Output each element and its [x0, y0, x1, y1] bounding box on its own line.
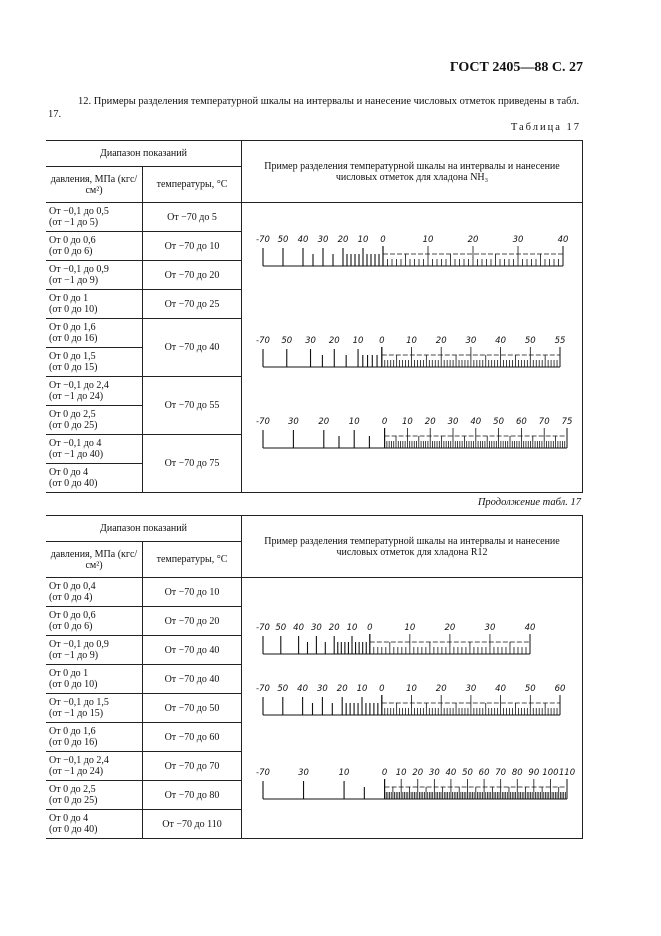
- table-row: От −0,1 до 4 (от −1 до 40): [46, 435, 143, 464]
- scale-label: 60: [554, 684, 566, 694]
- scale-label: 30: [512, 235, 524, 245]
- header-temperature: температуры, °С: [143, 542, 242, 578]
- scale-r12-110: [255, 765, 575, 805]
- scale-label: -70: [256, 623, 270, 633]
- scale-label: 10: [338, 768, 350, 778]
- scale-label: 0: [381, 768, 388, 778]
- scale-label: 0: [381, 417, 388, 427]
- scale-label: 40: [297, 684, 309, 694]
- table-row: От −0,1 до 2,4 (от −1 до 24): [46, 752, 143, 781]
- scale-label: 30: [428, 768, 440, 778]
- scale-label: 60: [478, 768, 490, 778]
- table-cell: От −70 до 50: [143, 694, 242, 723]
- table-row: От 0 до 2,5 (от 0 до 25): [46, 781, 143, 810]
- scale-r12-40: [255, 620, 575, 660]
- table-row: От 0 до 4 (от 0 до 40): [46, 464, 143, 493]
- table-cell: От −70 до 5: [143, 203, 242, 232]
- scale-label: 10: [356, 684, 368, 694]
- scale-label: 50: [275, 623, 287, 633]
- scale-ticks: [263, 246, 563, 266]
- scale-label: 10: [346, 623, 358, 633]
- scale-label: 40: [470, 417, 482, 427]
- scale-label: 10: [348, 417, 360, 427]
- scale-label: 40: [297, 235, 309, 245]
- scale-label: 0: [379, 684, 385, 694]
- scale-label: 10: [352, 336, 364, 346]
- table-caption: Таблица 17: [510, 122, 581, 133]
- scale-label: 20: [328, 336, 340, 346]
- scale-label: -70: [256, 235, 270, 245]
- header-example: Пример разделения температурной шкалы на интервалы и нанесение числовых отметок для хладона R12: [242, 516, 583, 578]
- scale-label: -70: [256, 684, 270, 694]
- header-example: Пример разделения температурной шкалы на интервалы и нанесение числовых отметок для хладона NH₃: [242, 141, 583, 203]
- scale-label: 40: [293, 623, 305, 633]
- table-cell: От −70 до 55: [143, 377, 242, 435]
- table-row: От −0,1 до 2,4 (от −1 до 24): [46, 377, 143, 406]
- table-cell: От −70 до 20: [143, 607, 242, 636]
- header-temperature: температуры, °С: [143, 167, 242, 203]
- scale-label: 30: [310, 623, 322, 633]
- scale-label: 30: [316, 684, 328, 694]
- scale-label: -70: [256, 336, 270, 346]
- scale-nh3-75: [255, 414, 575, 454]
- scale-label: 10: [406, 684, 417, 694]
- scale-label: 110: [558, 768, 575, 778]
- table-cell: От −70 до 80: [143, 781, 242, 810]
- table-row: От −0,1 до 1,5 (от −1 до 15): [46, 694, 143, 723]
- scale-label: 40: [495, 336, 507, 346]
- table-row: От 0 до 0,6 (от 0 до 6): [46, 232, 143, 261]
- paragraph-12: 12. Примеры разделения температурной шкалы на интервалы и нанесение числовых отметок приведены в табл. 17.: [48, 96, 580, 120]
- table-row: От 0 до 0,6 (от 0 до 6): [46, 607, 143, 636]
- table-cell: От −70 до 10: [143, 578, 242, 607]
- scale-label: 20: [337, 235, 349, 245]
- table-cell: От −70 до 60: [143, 723, 242, 752]
- scale-label: 40: [495, 684, 507, 694]
- scale-label: 50: [277, 684, 289, 694]
- header-pressure: давления, МПа (кгс/см²): [46, 167, 143, 203]
- page-header: ГОСТ 2405—88 С. 27: [449, 60, 583, 75]
- scale-label: 20: [435, 336, 447, 346]
- scale-label: 30: [298, 768, 309, 778]
- scale-label: 10: [395, 768, 407, 778]
- scale-r12-60: [255, 681, 575, 721]
- scale-label: 0: [367, 623, 373, 633]
- scale-label: 40: [524, 623, 536, 633]
- scale-label: 60: [515, 417, 527, 427]
- scale-label: 30: [465, 684, 477, 694]
- scale-label: 20: [424, 417, 436, 427]
- scale-label: 40: [445, 768, 457, 778]
- scale-label: 50: [462, 768, 473, 778]
- scale-label: 10: [404, 623, 416, 633]
- table-continuation-caption: Продолжение табл. 17: [477, 497, 581, 508]
- scale-label: 40: [557, 235, 569, 245]
- scale-label: 10: [357, 235, 369, 245]
- scale-ticks: [263, 779, 567, 799]
- scale-label: 20: [328, 623, 340, 633]
- scale-label: -70: [256, 417, 270, 427]
- scale-label: 30: [287, 417, 299, 427]
- scale-label: 30: [305, 336, 316, 346]
- scale-label: 90: [528, 768, 540, 778]
- scale-label: 55: [554, 336, 566, 346]
- table-row: От 0 до 2,5 (от 0 до 25): [46, 406, 143, 435]
- table-row: От 0 до 4 (от 0 до 40): [46, 810, 143, 839]
- scale-label: 50: [281, 336, 293, 346]
- table-row: От −0,1 до 0,9 (от −1 до 9): [46, 261, 143, 290]
- table-cell: От −70 до 40: [143, 636, 242, 665]
- scale-label: 20: [467, 235, 479, 245]
- scale-label: 70: [538, 417, 550, 427]
- scale-ticks: [263, 695, 560, 715]
- scale-label: 30: [465, 336, 477, 346]
- table-row: От 0 до 1,6 (от 0 до 16): [46, 319, 143, 348]
- scale-label: -70: [256, 768, 270, 778]
- scale-label: 0: [380, 235, 386, 245]
- scale-label: 0: [379, 336, 385, 346]
- scale-label: 30: [447, 417, 459, 427]
- table-row: От −0,1 до 0,5 (от −1 до 5): [46, 203, 143, 232]
- scale-label: 10: [401, 417, 413, 427]
- scale-label: 70: [495, 768, 507, 778]
- scale-label: 50: [277, 235, 289, 245]
- table-cell: От −70 до 40: [143, 319, 242, 377]
- scale-label: 30: [484, 623, 496, 633]
- scale-label: 20: [336, 684, 348, 694]
- scale-label: 20: [444, 623, 456, 633]
- scale-label: 30: [317, 235, 329, 245]
- scale-ticks: [263, 347, 560, 367]
- scale-ticks: [263, 634, 530, 654]
- table-cell: От −70 до 25: [143, 290, 242, 319]
- scale-label: 50: [524, 336, 536, 346]
- scale-label: 75: [561, 417, 573, 427]
- table-cell: От −70 до 110: [143, 810, 242, 839]
- table-cell: От −70 до 75: [143, 435, 242, 493]
- scale-nh3-55: [255, 333, 575, 373]
- table-row: От 0 до 0,4 (от 0 до 4): [46, 578, 143, 607]
- header-range: Диапазон показаний: [46, 141, 242, 167]
- scale-label: 20: [435, 684, 447, 694]
- scale-label: 10: [406, 336, 417, 346]
- scale-label: 20: [412, 768, 424, 778]
- scale-label: 80: [511, 768, 523, 778]
- table-cell: От −70 до 40: [143, 665, 242, 694]
- header-pressure: давления, МПа (кгс/см²): [46, 542, 143, 578]
- scale-nh3-40: [255, 232, 575, 272]
- scale-ticks: [263, 428, 567, 448]
- table-row: От 0 до 1 (от 0 до 10): [46, 665, 143, 694]
- table-cell: От −70 до 70: [143, 752, 242, 781]
- table-row: От 0 до 1,5 (от 0 до 15): [46, 348, 143, 377]
- table-cell: От −70 до 20: [143, 261, 242, 290]
- scale-label: 100: [542, 768, 559, 778]
- table-cell: От −70 до 10: [143, 232, 242, 261]
- header-range: Диапазон показаний: [46, 516, 242, 542]
- scale-label: 50: [524, 684, 536, 694]
- scale-label: 50: [493, 417, 505, 427]
- table-row: От −0,1 до 0,9 (от −1 до 9): [46, 636, 143, 665]
- table-row: От 0 до 1 (от 0 до 10): [46, 290, 143, 319]
- scale-label: 10: [422, 235, 434, 245]
- table-row: От 0 до 1,6 (от 0 до 16): [46, 723, 143, 752]
- scale-label: 20: [318, 417, 330, 427]
